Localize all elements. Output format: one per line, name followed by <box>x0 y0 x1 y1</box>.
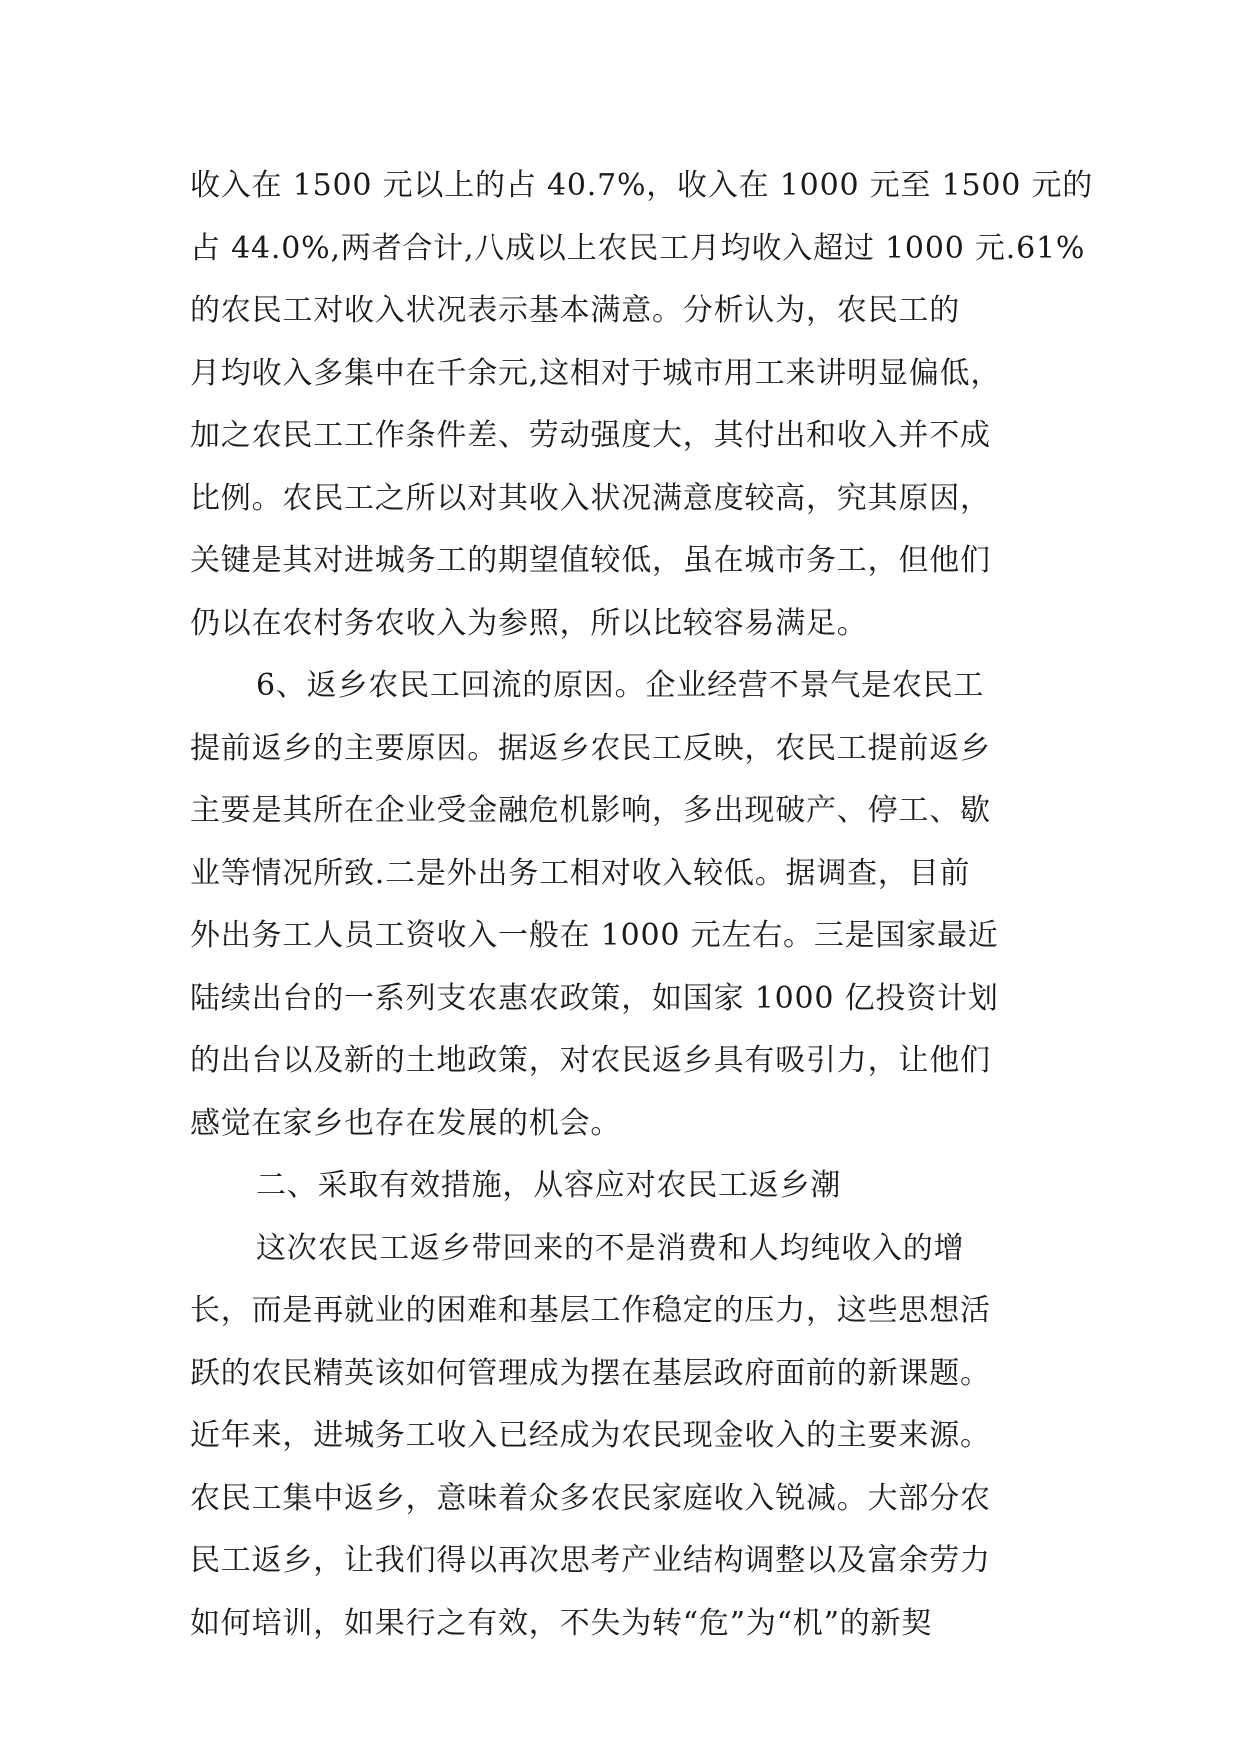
text-line: 提前返乡的主要原因。据返乡农民工反映，农民工提前返乡 <box>190 730 991 766</box>
text-line: 感觉在家乡也存在发展的机会。 <box>190 1105 622 1141</box>
text-line: 陆续出台的一系列支农惠农政策，如国家 1000 亿投资计划 <box>190 980 999 1016</box>
text-line: 的出台以及新的土地政策，对农民返乡具有吸引力，让他们 <box>190 1043 991 1078</box>
text-line: 业等情况所致.二是外出务工相对收入较低。据调查，目前 <box>190 855 971 891</box>
text-line: 主要是其所在企业受金融危机影响，多出现破产、停工、歇 <box>190 793 991 828</box>
text-line: 占 44.0%,两者合计,八成以上农民工月均收入超过 1000 元.61% <box>190 230 1086 266</box>
text-line: 比例。农民工之所以对其收入状况满意度较高，究其原因， <box>190 480 991 516</box>
paragraph-first-line: 6、返乡农民工回流的原因。企业经营不景气是农民工 <box>256 668 985 703</box>
text-line: 仍以在农村务农收入为参照，所以比较容易满足。 <box>190 605 868 641</box>
text-line: 关键是其对进城务工的期望值较低，虽在城市务工，但他们 <box>190 543 991 578</box>
text-line: 收入在 1500 元以上的占 40.7%，收入在 1000 元至 1500 元的 <box>190 168 1094 203</box>
text-line: 外出务工人员工资收入一般在 1000 元左右。三是国家最近 <box>190 918 999 953</box>
text-line: 的农民工对收入状况表示基本满意。分析认为，农民工的 <box>190 293 960 328</box>
text-line: 长，而是再就业的困难和基层工作稳定的压力，这些思想活 <box>190 1293 991 1328</box>
body-text <box>190 155 1094 1655</box>
section-heading: 二、采取有效措施，从容应对农民工返乡潮 <box>256 1168 842 1203</box>
text-line: 民工返乡，让我们得以再次思考产业结构调整以及富余劳力 <box>190 1543 991 1578</box>
text-line: 农民工集中返乡，意味着众多农民家庭收入锐减。大部分农 <box>190 1480 991 1516</box>
text-line: 跃的农民精英该如何管理成为摆在基层政府面前的新课题。 <box>190 1355 991 1391</box>
text-line: 近年来，进城务工收入已经成为农民现金收入的主要来源。 <box>190 1418 991 1453</box>
paragraph-first-line: 这次农民工返乡带回来的不是消费和人均纯收入的增 <box>256 1230 965 1266</box>
text-line: 加之农民工工作条件差、劳动强度大，其付出和收入并不成 <box>190 418 991 453</box>
text-line: 如何培训，如果行之有效，不失为转“危”为“机”的新契 <box>190 1605 933 1641</box>
text-line: 月均收入多集中在千余元,这相对于城市用工来讲明显偏低， <box>190 355 1002 391</box>
